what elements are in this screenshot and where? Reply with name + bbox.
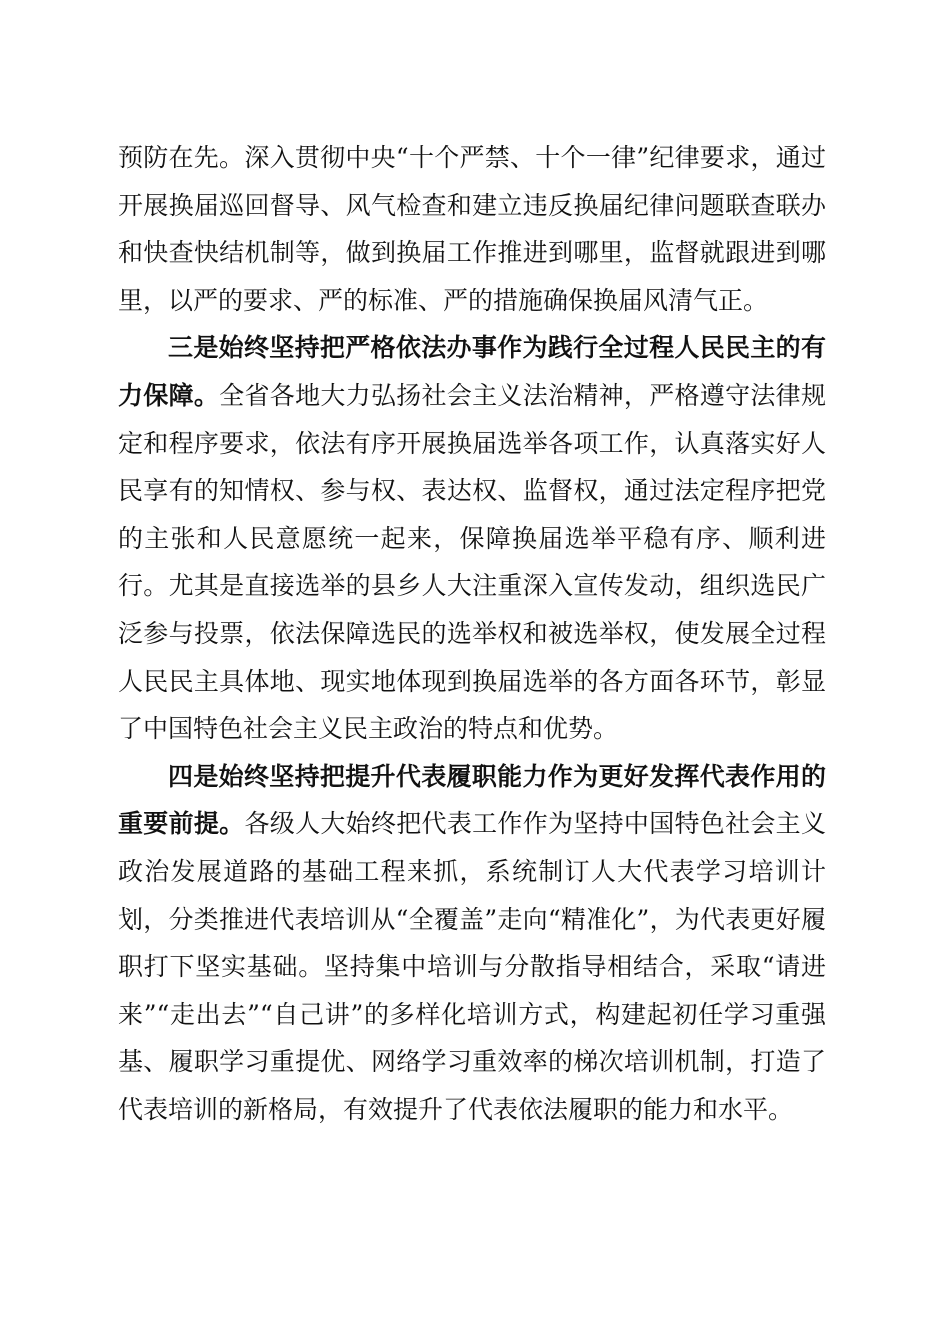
document-body	[118, 134, 826, 1133]
paragraph-text: 各级人大始终把代表工作作为坚持中国特色社会主义政治发展道路的基础工程来抓，系统制订人大代表学习培训计划，分类推进代表培训从“全覆盖”走向“精准化”，为代表更好履职打下坚实基础。坚持集中培训与分散指导相结合，采取“请进来”“走出去”“自己讲”的多样化培训方式，构建起初任学习重强基、履职学习重提优、网络学习重效率的梯次培训机制，打造了代表培训的新格局，有效提升了代表依法履职的能力和水平。	[118, 809, 826, 1124]
paragraph-point-four	[118, 753, 826, 1134]
paragraph-text: 全省各地大力弘扬社会主义法治精神，严格遵守法律规定和程序要求，依法有序开展换届选举各项工作，认真落实好人民享有的知情权、参与权、表达权、监督权，通过法定程序把党的主张和人民意愿统一起来，保障换届选举平稳有序、顺利进行。尤其是直接选举的县乡人大注重深入宣传发动，组织选民广泛参与投票，依法保障选民的选举权和被选举权，使发展全过程人民民主具体地、现实地体现到换届选举的各方面各环节，彰显了中国特色社会主义民主政治的特点和优势。	[118, 380, 826, 744]
paragraph-lead-heading: 三是始终坚持把严格依法办事作为践行全过程人民民主的有力保障。	[118, 333, 826, 410]
paragraph-point-three	[118, 324, 826, 752]
paragraph-text: 预防在先。深入贯彻中央“十个严禁、十个一律”纪律要求，通过开展换届巡回督导、风气检查和建立违反换届纪律问题联查联办和快查快结机制等，做到换届工作推进到哪里，监督就跟进到哪里，以严的要求、严的标准、严的措施确保换届风清气正。	[118, 143, 826, 315]
paragraph-lead-heading: 四是始终坚持把提升代表履职能力作为更好发挥代表作用的重要前提。	[118, 761, 826, 839]
paragraph-continuation	[118, 134, 826, 324]
